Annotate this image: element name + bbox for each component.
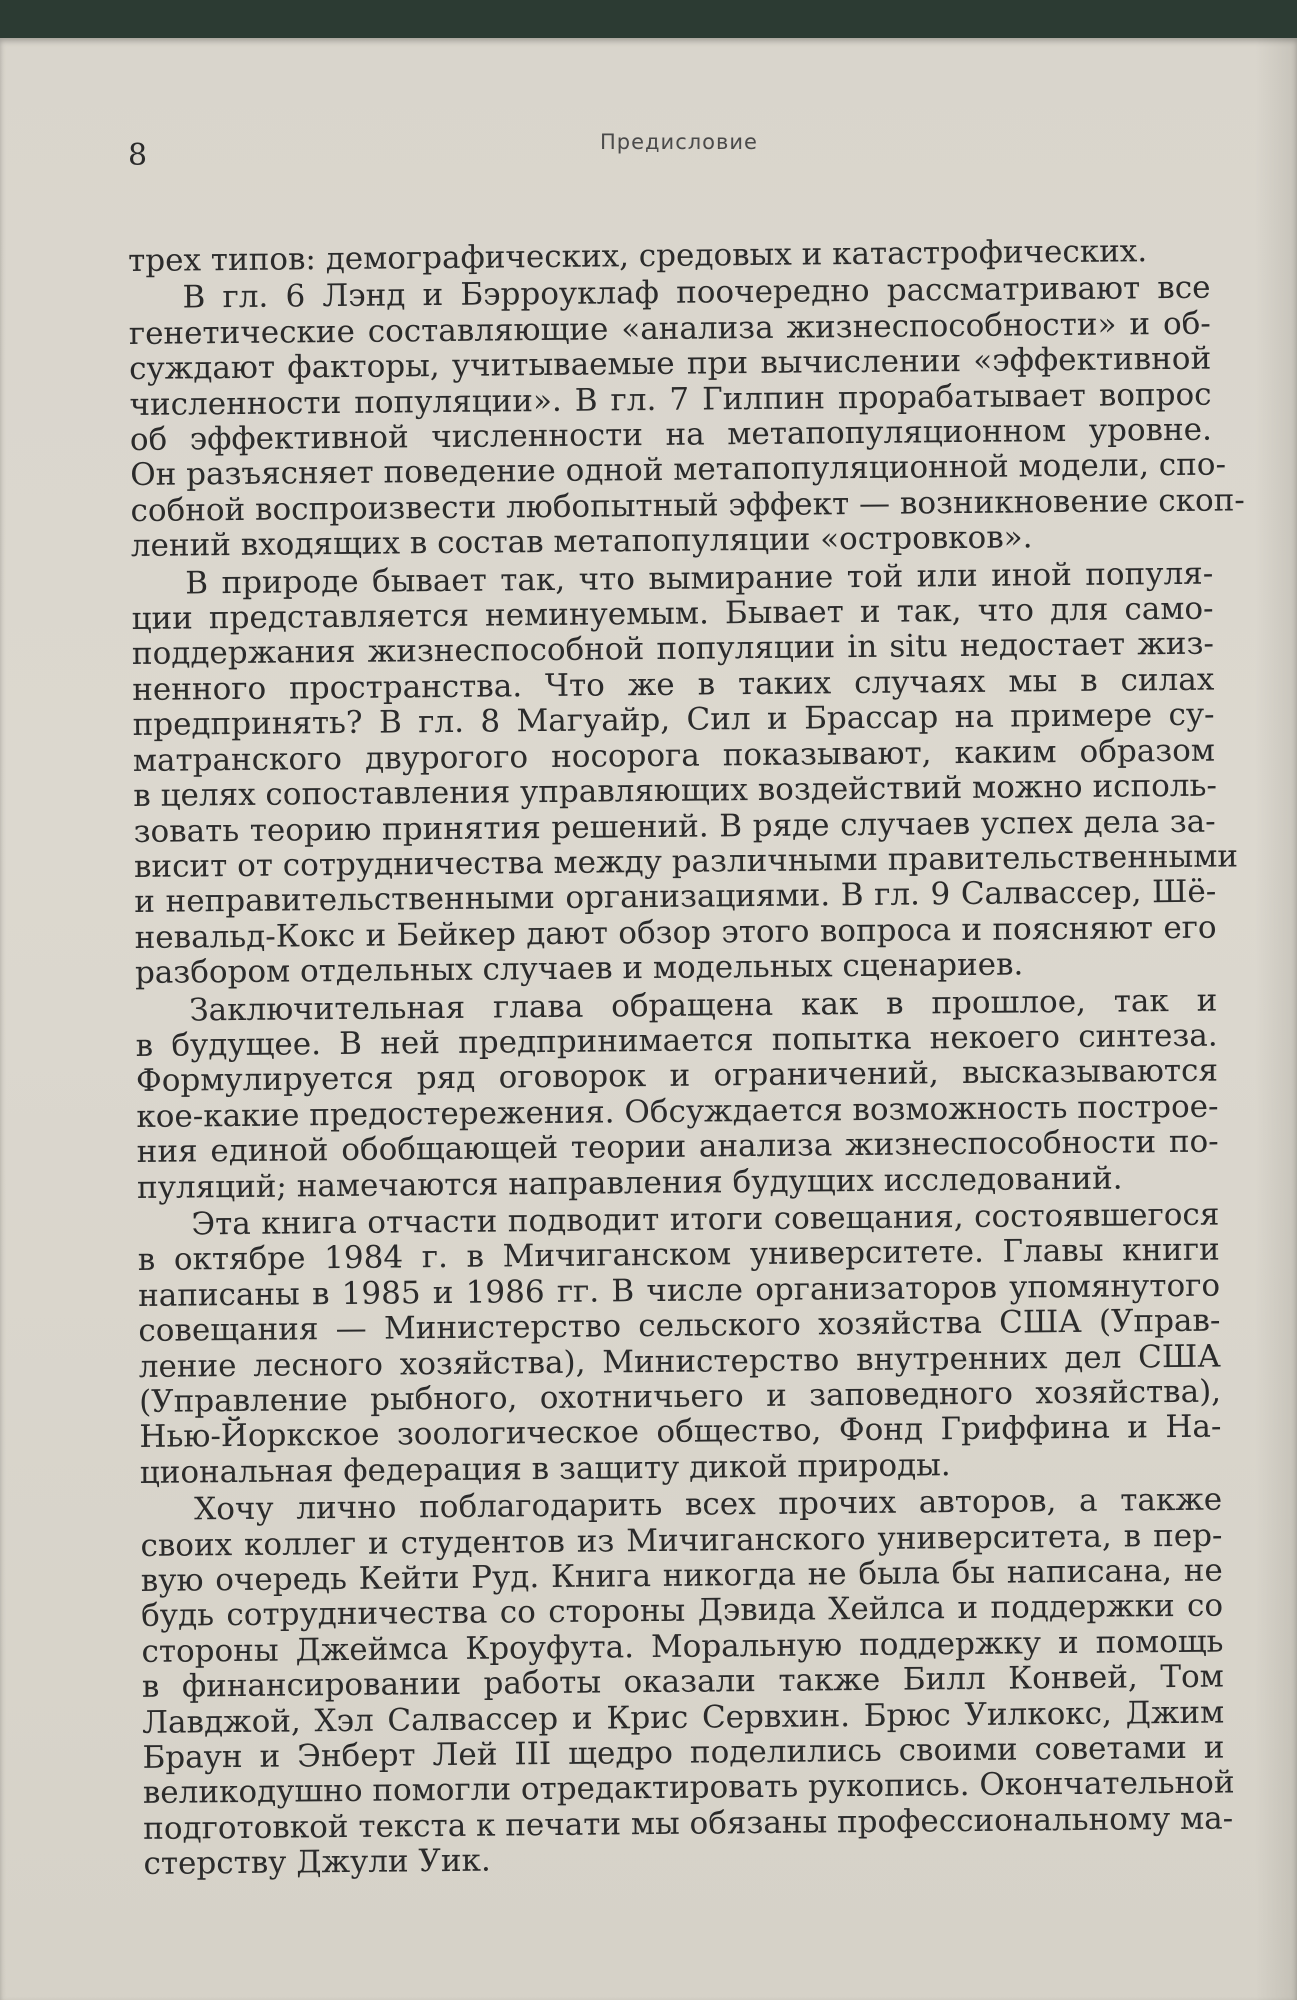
text-line: Заключительная глава обращена как в прошлое, так и	[189, 982, 1218, 1028]
paragraph	[140, 1481, 1235, 1883]
text-line: Эта книга отчасти подводит итоги совещания, состоявшегося	[191, 1196, 1220, 1243]
paragraph	[131, 555, 1239, 992]
text-line: (Управление рыбного, охотничьего и заповедного хозяйства),	[138, 1373, 1222, 1420]
text-line: собной воспроизвести любопытный эффект — возникновение скоп-	[130, 482, 1245, 529]
text-line: кое-какие предостережения. Обсуждается возможность построе-	[136, 1088, 1219, 1135]
text-line: в целях сопоставления управляющих воздействий можно исполь-	[133, 767, 1218, 815]
paragraph	[128, 270, 1245, 565]
text-line: трех типов: демографических, средовых и катастрофических.	[127, 233, 1148, 279]
text-line: стороны Джеймса Кроуфута. Моральную поддержку и помощь	[141, 1623, 1224, 1670]
text-line: написаны в 1985 и 1986 гг. В числе организаторов упомянутого	[137, 1267, 1221, 1314]
text-line: разбором отдельных случаев и модельных сценариев.	[134, 946, 1024, 992]
paragraph	[137, 1198, 1222, 1492]
text-line: стерству Джули Уик.	[143, 1842, 491, 1883]
text-line: Нью-Йоркское зоологическое общество, Фонд Гриффина и На-	[139, 1408, 1222, 1456]
text-line: предпринять? В гл. 8 Магуайр, Сил и Брассар на примере су-	[132, 696, 1215, 744]
text-line: лений входящих в состав метапопуляции «островков».	[130, 519, 1033, 565]
page-edge-shadow	[1255, 38, 1297, 2000]
text-line: будь сотрудничества со стороны Дэвида Хейлса и поддержки со	[141, 1587, 1224, 1635]
paragraph	[135, 983, 1219, 1206]
text-line: в будущее. В ней предпринимается попытка некоего синтеза.	[135, 1017, 1218, 1064]
book-page	[0, 38, 1297, 2000]
text-line: в октябре 1984 г. в Мичиганском университете. Главы книги	[137, 1231, 1220, 1279]
text-line: зовать теорию принятия решений. В ряде случаев успех дела за-	[133, 803, 1216, 850]
text-line: Браун и Энберт Лей III щедро поделились своими советами и	[142, 1729, 1225, 1776]
text-line: подготовкой текста к печати мы обязаны профессиональному ма-	[143, 1800, 1234, 1847]
text-line: В гл. 6 Лэнд и Бэрроуклаф поочередно рассматривают все	[182, 270, 1211, 316]
page-header	[128, 130, 1210, 173]
text-line: пуляций; намечаются направления будущих исследований.	[136, 1160, 1123, 1206]
text-line: ненного пространства. Что же в таких случаях мы в силах	[132, 661, 1215, 708]
text-line: Лавджой, Хэл Салвассер и Крис Сервхин. Брюс Уилкокс, Джим	[142, 1694, 1225, 1741]
text-line: и неправительственными организациями. В гл. 9 Салвассер, Шё-	[134, 873, 1217, 921]
text-line: Он разъясняет поведение одной метапопуляционной модели, спо-	[130, 446, 1227, 494]
text-line: в финансировании работы оказали также Билл Конвей, Том	[141, 1658, 1224, 1706]
text-line: висит от сотрудничества между различными правительственными	[133, 838, 1239, 885]
text-line: В природе бывает так, что вымирание той или иной популя-	[185, 555, 1214, 602]
text-line: Хочу лично поблагодарить всех прочих авторов, а также	[193, 1481, 1223, 1528]
text-line: циональная федерация в защиту дикой природы.	[139, 1446, 951, 1491]
text-line: ции представляется неминуемым. Бывает и так, что для само-	[131, 590, 1214, 638]
running-head: Предисловие	[600, 130, 758, 154]
text-line: невальд-Кокс и Бейкер дают обзор этого вопроса и поясняют его	[134, 909, 1217, 956]
text-line: вую очередь Кейти Руд. Книга никогда не была бы написана, не	[140, 1552, 1223, 1599]
text-line: великодушно помогли отредактировать рукопись. Окончательной	[142, 1764, 1235, 1812]
text-line: своих коллег и студентов из Мичиганского университета, в пер-	[140, 1517, 1223, 1564]
text-line: ление лесного хозяйства), Министерство внутренних дел США	[138, 1338, 1221, 1385]
page-number: 8	[128, 138, 148, 173]
text-line: поддержания жизнеспособной популяции in situ недостает жиз-	[131, 626, 1215, 673]
text-line: Формулируется ряд оговорок и ограничений, высказываются	[135, 1052, 1219, 1100]
text-line: ния единой обобщающей теории анализа жизнеспособности по-	[136, 1123, 1219, 1171]
text-line: численности популяции». В гл. 7 Гилпин прорабатывает вопрос	[129, 376, 1212, 423]
text-line: суждают факторы, учитываемые при вычислении «эффективной	[129, 340, 1212, 388]
body-text	[127, 233, 1245, 1883]
text-line: об эффективной численности на метапопуляционном уровне.	[129, 411, 1213, 459]
text-line: матранского двурогого носорога показывают, каким образом	[132, 732, 1216, 779]
text-line: совещания — Министерство сельского хозяйства США (Управ-	[138, 1302, 1221, 1350]
text-line: генетические составляющие «анализа жизнеспособности» и об-	[128, 305, 1211, 352]
